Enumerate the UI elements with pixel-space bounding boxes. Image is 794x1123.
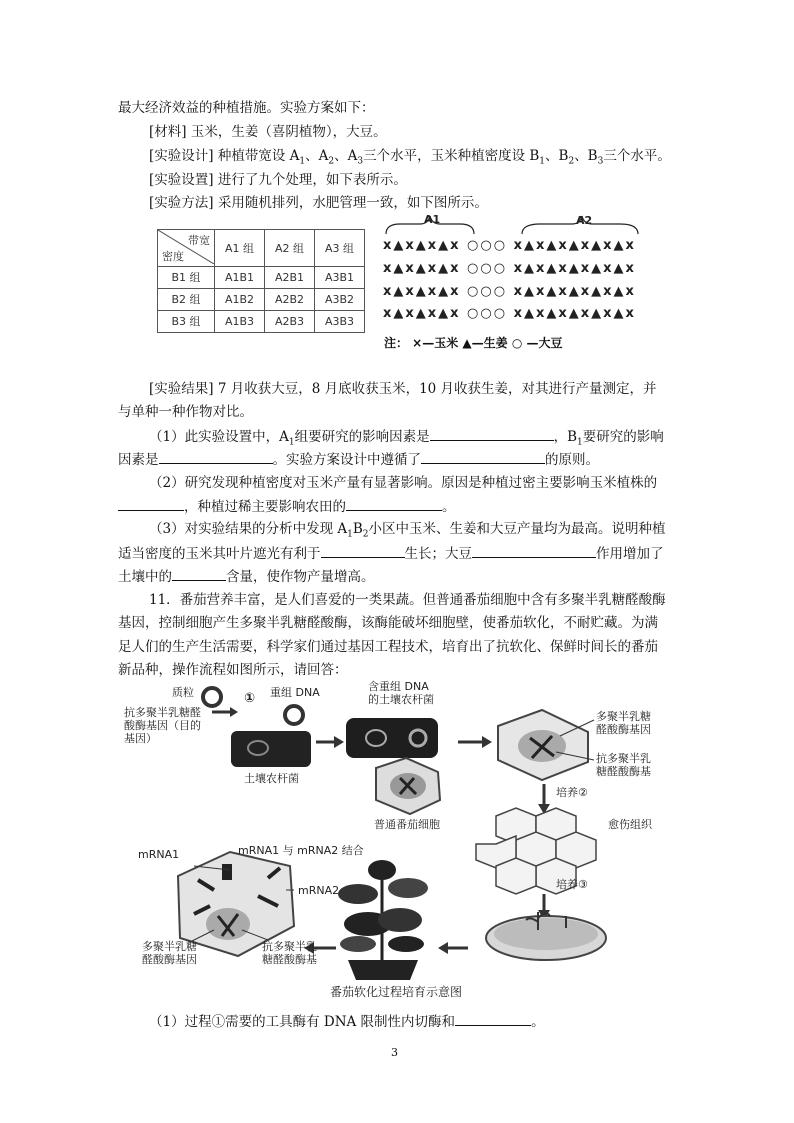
table-corner-cell	[158, 230, 215, 267]
results-line: 与单种一种作物对比。	[118, 404, 253, 420]
answer-blank[interactable]	[455, 1011, 531, 1026]
field-label-a1: A1	[424, 213, 441, 226]
field-row: x▲x▲x▲x ○○○ x▲x▲x▲x▲x▲x	[383, 238, 636, 253]
corner-density-label: 密度	[162, 249, 184, 263]
step-1-marker: ①	[244, 691, 256, 706]
question-11-sub-1: （1）过程①需要的工具酶有 DNA 限制性内切酶和 。	[149, 1011, 545, 1032]
row-header: B2 组	[158, 288, 215, 310]
culture-2-label: 培养②	[556, 786, 588, 799]
recombinant-dna-icon	[285, 706, 303, 724]
anti-pg-label-right: 抗多聚半乳 糖醛酸酶基	[596, 752, 651, 778]
table-cell: A2B3	[265, 310, 315, 332]
recombinant-agrobacterium-icon	[346, 718, 438, 758]
design-line: [实验设计] 种植带宽设 $A_1$、$A_2$、$A_3$三个水平，玉米种植密度设 $B_1$、$B_2$、$B_3$三个水平。	[149, 148, 671, 167]
table-row	[158, 266, 365, 288]
anti-gene-label: 抗多聚半乳糖醛 酸酶基因（目的 基因）	[124, 706, 201, 745]
anti-pg-label-left: 抗多聚半乳 糖醛酸酶基	[262, 940, 317, 966]
mrna2-label: mRNA2	[298, 884, 340, 897]
agrobacterium-label: 土壤农杆菌	[244, 772, 299, 785]
table-cell: A3B1	[315, 266, 365, 288]
intro-line: 最大经济效益的种植措施。实验方案如下：	[118, 100, 375, 116]
table-cell: A2B1	[265, 266, 315, 288]
question-11: 11．番茄营养丰富，是人们喜爱的一类果蔬。但普通番茄细胞中含有多聚半乳糖醛酸酶	[149, 592, 666, 608]
answer-blank[interactable]	[118, 496, 184, 511]
recombinant-dna-label: 重组 DNA	[270, 686, 320, 699]
pg-gene-label-left: 多聚半乳糖 醛酸酶基因	[142, 940, 197, 966]
recombinant-agro-label: 含重组 DNA 的土壤农杆菌	[368, 680, 434, 706]
tomato-plant-icon	[338, 860, 428, 980]
question-11: 基因，控制细胞产生多聚半乳糖醛酸酶，该酶能破坏细胞壁，使番茄软化，不耐贮藏。为满	[118, 615, 658, 631]
table-row	[158, 310, 365, 332]
field-row: x▲x▲x▲x ○○○ x▲x▲x▲x▲x▲x	[383, 284, 636, 299]
field-row: x▲x▲x▲x ○○○ x▲x▲x▲x▲x▲x	[383, 306, 636, 321]
agrobacterium-icon	[231, 731, 311, 767]
question-3-cont: 土壤中的 含量，使作物产量增高。	[118, 566, 375, 587]
callus-label: 愈伤组织	[608, 818, 652, 831]
setup-line: [实验设置] 进行了九个处理，如下表所示。	[149, 172, 407, 188]
table-cell: A3B2	[315, 288, 365, 310]
answer-blank[interactable]	[346, 496, 442, 511]
materials-line: [材料] 玉米，生姜（喜阴植物），大豆。	[149, 124, 387, 140]
row-header: B3 组	[158, 310, 215, 332]
mrna1-label: mRNA1	[138, 848, 180, 861]
table-row	[158, 288, 365, 310]
figure-caption: 番茄软化过程培育示意图	[330, 985, 463, 999]
question-3: （3）对实验结果的分析中发现 $A_1B_2$小区中玉米、生姜和大豆产量均为最高。说明种植	[149, 521, 666, 540]
col-header: A2 组	[265, 230, 315, 267]
page-number: 3	[391, 1046, 398, 1059]
answer-blank[interactable]	[172, 566, 226, 581]
question-1-cont: 因素是 。实验方案设计中遵循了 的原则。	[118, 449, 599, 470]
method-line: [实验方法] 采用随机排列，水肥管理一致，如下图所示。	[149, 195, 488, 211]
results-line: [实验结果] 7 月收获大豆，8 月底收获玉米，10 月收获生姜，对其进行产量测定，并	[149, 381, 657, 397]
question-11: 新品种，操作流程如图所示，请回答：	[118, 662, 348, 678]
row-header: B1 组	[158, 266, 215, 288]
normal-cell-label: 普通番茄细胞	[374, 818, 440, 831]
question-2-cont: ，种植过稀主要影响农田的 。	[118, 496, 456, 517]
question-3-cont: 适当密度的玉米其叶片遮光有利于 生长；大豆 作用增加了	[118, 543, 664, 564]
question-2: （2）研究发现种植密度对玉米产量有显著影响。原因是种植过密主要影响玉米植株的	[149, 475, 658, 491]
treatment-table	[157, 229, 365, 333]
field-label-a2: A2	[576, 214, 593, 227]
table-cell: A1B3	[215, 310, 265, 332]
pg-gene-label-right: 多聚半乳糖 醛酸酶基因	[596, 710, 651, 736]
col-header: A3 组	[315, 230, 365, 267]
culture-3-label: 培养③	[556, 878, 588, 891]
mrna-binding-label: mRNA1 与 mRNA2 结合	[238, 844, 364, 857]
question-11: 足人们的生产生活需要，科学家们通过基因工程技术，培育出了抗软化、保鲜时间长的番茄	[118, 639, 658, 655]
col-header: A1 组	[215, 230, 265, 267]
question-1: （1）此实验设置中，$A_1$组要研究的影响因素是 ，$B_1$要研究的影响	[149, 426, 664, 453]
answer-blank[interactable]	[421, 449, 545, 464]
answer-blank[interactable]	[159, 449, 273, 464]
corner-width-label: 带宽	[188, 234, 210, 247]
table-cell: A2B2	[265, 288, 315, 310]
breeding-diagram	[118, 680, 678, 990]
table-cell: A3B3	[315, 310, 365, 332]
field-row: x▲x▲x▲x ○○○ x▲x▲x▲x▲x▲x	[383, 261, 636, 276]
table-cell: A1B2	[215, 288, 265, 310]
answer-blank[interactable]	[472, 543, 596, 558]
table-cell: A1B1	[215, 266, 265, 288]
plasmid-icon	[203, 688, 221, 706]
answer-blank[interactable]	[321, 543, 405, 558]
plasmid-label: 质粒	[172, 686, 194, 699]
answer-blank[interactable]	[430, 426, 554, 441]
field-legend: 注： ×—玉米 ▲—生姜 ○ —大豆	[384, 336, 563, 350]
